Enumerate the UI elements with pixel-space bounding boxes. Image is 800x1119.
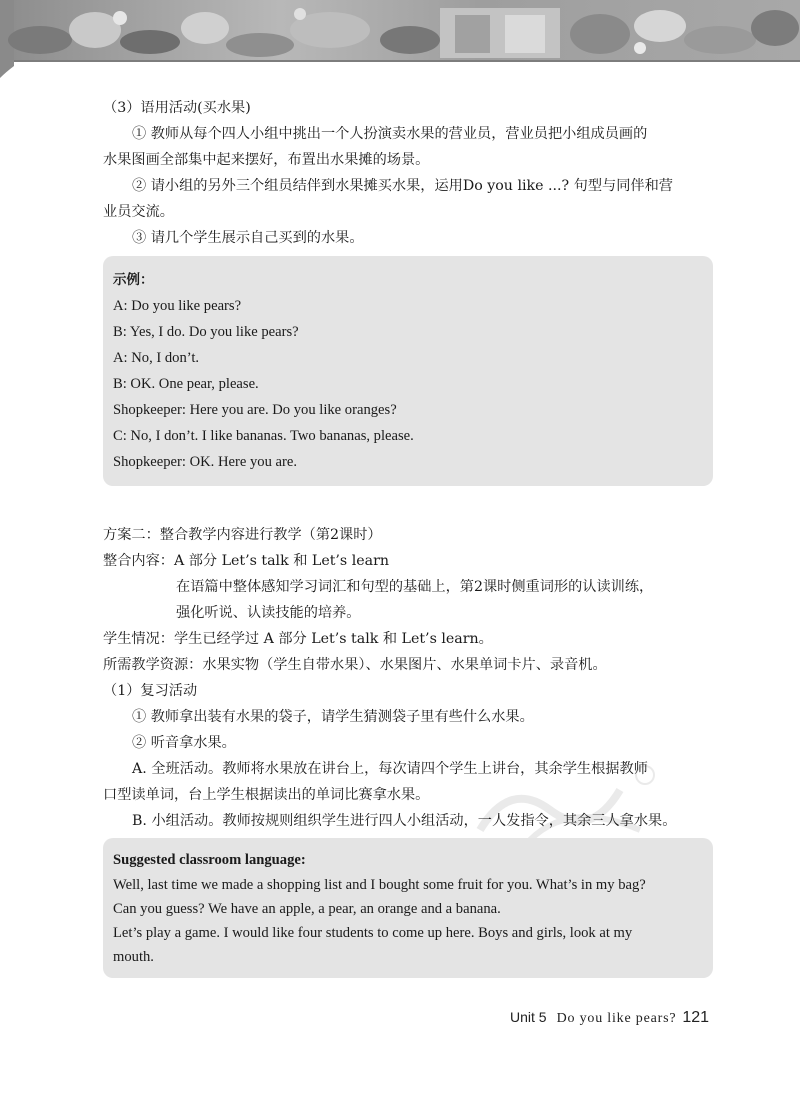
example-title: 示例： <box>113 272 154 288</box>
language-line: mouth. <box>113 949 154 965</box>
dialogue-line: A: Do you like pears? <box>113 298 242 314</box>
paragraph-line: ③ 请几个学生展示自己买到的水果。 <box>132 230 364 246</box>
page-footer <box>510 1009 709 1027</box>
language-line: Let’s play a game. I would like four students to come up here. Boys and girls, look at my <box>113 925 633 941</box>
paragraph-line: 口型读单词，台上学生根据读出的单词比赛拿水果。 <box>103 787 430 803</box>
content-label: 整合内容：A 部分 Let’s talk 和 Let’s learn <box>103 553 390 569</box>
paragraph-line: 水果图画全部集中起来摆好，布置出水果摊的场景。 <box>103 152 430 168</box>
dialogue-line: A: No, I don’t. <box>113 350 200 366</box>
students-info: 学生情况：学生已经学过 A 部分 Let’s talk 和 Let’s learn。 <box>103 631 493 647</box>
dialogue-line: B: OK. One pear, please. <box>113 376 259 392</box>
paragraph-line: 业员交流。 <box>103 204 174 220</box>
footer-title: Do you like pears? <box>556 1011 677 1026</box>
paragraph-line: ① 教师拿出装有水果的袋子，请学生猜测袋子里有些什么水果。 <box>132 709 534 725</box>
paragraph-line: ② 听音拿水果。 <box>132 735 236 751</box>
paragraph-line: B. 小组活动。教师按规则组织学生进行四人小组活动，一人发指令，其余三人拿水果。 <box>132 813 677 829</box>
dialogue-line: Shopkeeper: OK. Here you are. <box>113 454 297 470</box>
paragraph-line: A. 全班活动。教师将水果放在讲台上，每次请四个学生上讲台，其余学生根据教师 <box>132 761 648 777</box>
plan-title: 方案二：整合教学内容进行教学（第2课时） <box>103 527 382 543</box>
paragraph-line: ② 请小组的另外三个组员结伴到水果摊买水果，运用Do you like ...? 句型与同伴和营 <box>132 178 673 194</box>
review-heading: （1）复习活动 <box>103 683 198 699</box>
section-heading: （3）语用活动(买水果) <box>103 100 251 116</box>
example-box <box>103 256 713 486</box>
paragraph-line: ① 教师从每个四人小组中挑出一个人扮演卖水果的营业员，营业员把小组成员画的 <box>132 126 648 142</box>
footer-unit: Unit 5 <box>510 1009 547 1025</box>
language-title: Suggested classroom language: <box>113 852 306 868</box>
language-box <box>103 838 713 978</box>
page-number: 121 <box>682 1009 710 1026</box>
language-line: Well, last time we made a shopping list and I bought some fruit for you. What’s in my bag? <box>113 877 646 893</box>
resources-info: 所需教学资源：水果实物（学生自带水果）、水果图片、水果单词卡片、录音机。 <box>103 657 607 673</box>
dialogue-line: B: Yes, I do. Do you like pears? <box>113 324 299 340</box>
paragraph-line: 强化听说、认读技能的培养。 <box>176 605 361 621</box>
paragraph-line: 在语篇中整体感知学习词汇和句型的基础上，第2课时侧重词形的认读训练， <box>176 579 654 595</box>
dialogue-line: Shopkeeper: Here you are. Do you like oranges? <box>113 402 397 418</box>
dialogue-line: C: No, I don’t. I like bananas. Two bananas, please. <box>113 428 414 444</box>
watermark-logo <box>470 760 660 850</box>
language-line: Can you guess? We have an apple, a pear, an orange and a banana. <box>113 901 501 917</box>
